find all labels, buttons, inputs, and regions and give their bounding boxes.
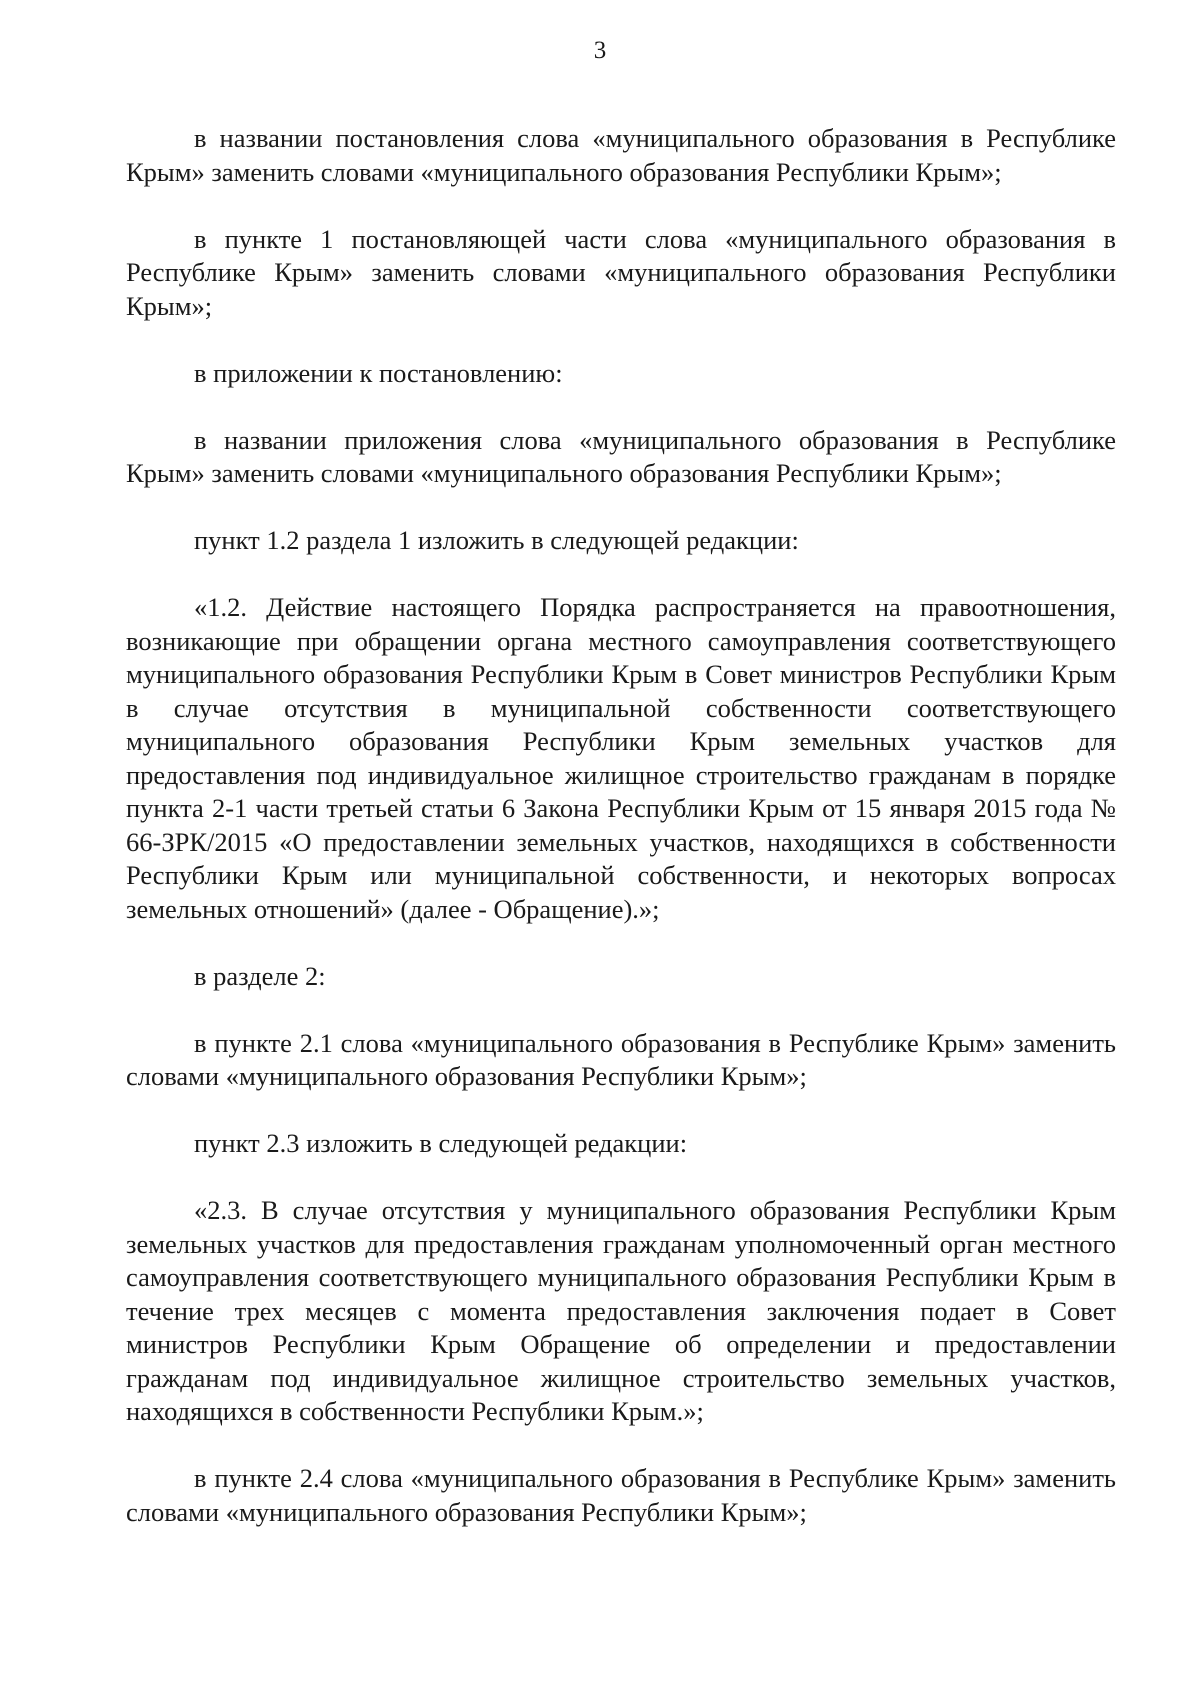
paragraph-point-1-amendment: в пункте 1 постановляющей части слова «муниципального образования в Республике Крым» заменить словами «муниципального образования Республики Крым»;: [126, 223, 1116, 321]
document-body: [126, 122, 1116, 1563]
paragraph-appendix-heading: в приложении к постановлению:: [194, 357, 563, 388]
paragraph-point-2-3-text: «2.3. В случае отсутствия у муниципального образования Республики Крым земельных участков для предоставления гражданам уполномоченный орган местного самоуправления соответствующего муниципального образования Республики Крым в течение трех месяцев с момента предоставления заключения подает в Совет министров Республики Крым Обращение об определении и предоставлении гражданам под индивидуальное жилищное строительство земельных участков, находящихся в собственности Республики Крым.»;: [126, 1195, 1116, 1426]
paragraph-section-2-heading: в разделе 2:: [194, 960, 326, 991]
paragraph-title-amendment: в названии постановления слова «муниципального образования в Республике Крым» заменить словами «муниципального образования Республики Крым»;: [126, 123, 1116, 187]
paragraph-point-2-1-amendment: в пункте 2.1 слова «муниципального образования в Республике Крым» заменить словами «муниципального образования Республики Крым»;: [126, 1027, 1116, 1091]
page-number: 3: [593, 37, 607, 64]
paragraph-point-2-3-heading: пункт 2.3 изложить в следующей редакции:: [194, 1128, 688, 1158]
paragraph-point-1-2-heading: пункт 1.2 раздела 1 изложить в следующей редакции:: [194, 525, 799, 555]
paragraph-point-2-4-amendment: в пункте 2.4 слова «муниципального образования в Республике Крым» заменить словами «муниципального образования Республики Крым»;: [126, 1463, 1116, 1527]
paragraph-appendix-title-amendment: в названии приложения слова «муниципального образования в Республике Крым» заменить словами «муниципального образования Республики Крым»;: [126, 424, 1116, 488]
paragraph-point-1-2-text: «1.2. Действие настоящего Порядка распространяется на правоотношения, возникающие при обращении органа местного самоуправления соответствующего муниципального образования Республики Крым в Совет министров Республики Крым в случае отсутствия в муниципальной собственности соответствующего муниципального образования Республики Крым земельных участков для предоставления под индивидуальное жилищное строительство гражданам в порядке пункта 2-1 части третьей статьи 6 Закона Республики Крым от 15 января 2015 года № 66-ЗРК/2015 «О предоставлении земельных участков, находящихся в собственности Республики Крым или муниципальной собственности, и некоторых вопросах земельных отношений» (далее - Обращение).»;: [126, 592, 1116, 924]
